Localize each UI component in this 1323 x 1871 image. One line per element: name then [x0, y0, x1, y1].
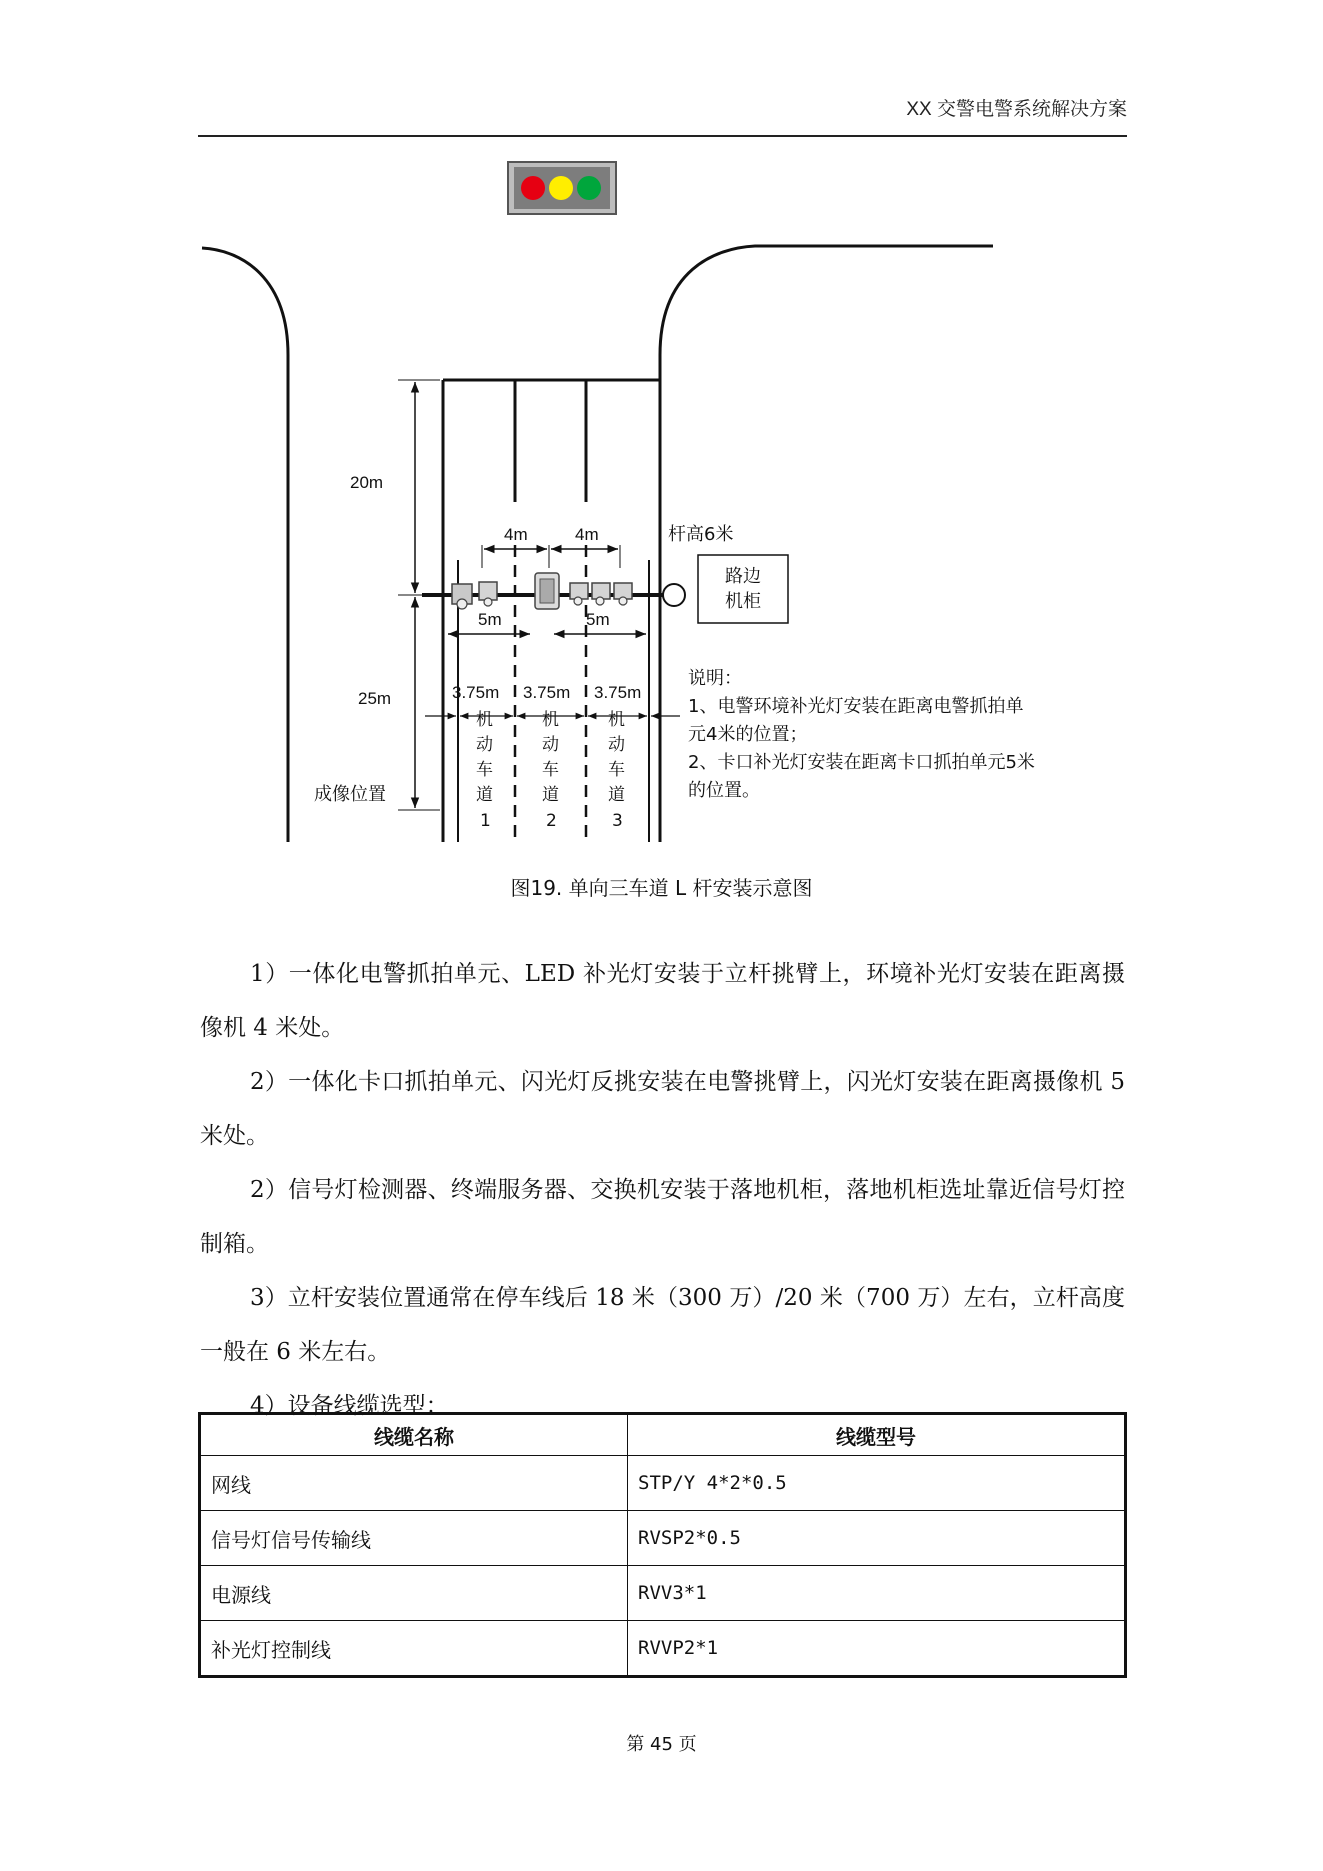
table-header-row	[200, 1414, 1126, 1456]
lane-number: 1	[480, 811, 491, 831]
lane-char: 机	[608, 710, 625, 730]
imaging-position-label: 成像位置	[314, 784, 386, 805]
camera-unit-icon	[535, 573, 559, 609]
notes-line: 1、电警环境补光灯安装在距离电警抓拍单	[688, 696, 1024, 717]
page-number: 第 45 页	[626, 1734, 697, 1755]
dim-20m: 20m	[350, 473, 384, 492]
lane-char: 机	[542, 710, 559, 730]
notes-line: 的位置。	[688, 780, 760, 801]
paragraph: 2）信号灯检测器、终端服务器、交换机安装于落地机柜，落地机柜选址靠近信号灯控制箱。	[200, 1177, 1125, 1257]
lane-width-2: 3.75m	[523, 683, 571, 702]
dim-4m-right: 4m	[575, 525, 599, 544]
cable-model-cell: RVVP2*1	[628, 1621, 1126, 1677]
lane-1-label	[476, 710, 493, 831]
table-row	[200, 1566, 1126, 1621]
paragraph: 4）设备线缆选型：	[250, 1393, 449, 1419]
lane-number: 2	[546, 811, 557, 831]
notes-line: 元4米的位置；	[688, 724, 808, 745]
cabinet-label-line2: 机柜	[725, 591, 761, 612]
cable-model-cell: RVV3*1	[628, 1566, 1126, 1621]
cable-model-cell: RVSP2*0.5	[628, 1511, 1126, 1566]
cable-name-cell: 电源线	[200, 1566, 628, 1621]
lane-char: 动	[608, 735, 625, 755]
cable-model-cell: STP/Y 4*2*0.5	[628, 1456, 1126, 1511]
lane-char: 机	[476, 710, 493, 730]
dim-5m-right: 5m	[586, 610, 610, 629]
cable-name-cell: 信号灯信号传输线	[200, 1511, 628, 1566]
cable-name-cell: 网线	[200, 1456, 628, 1511]
table-row	[200, 1511, 1126, 1566]
yellow-light-icon	[549, 176, 573, 200]
lane-3-label	[608, 710, 625, 831]
lane-char: 动	[476, 735, 493, 755]
table-row	[200, 1621, 1126, 1677]
lane-width-3: 3.75m	[594, 683, 642, 702]
paragraph: 1）一体化电警抓拍单元、LED 补光灯安装于立杆挑臂上，环境补光灯安装在距离摄像机 4 米处。	[200, 961, 1125, 1041]
figure-caption: 图19. 单向三车道 L 杆安装示意图	[510, 876, 813, 900]
lane-2-label	[542, 710, 559, 831]
ambient-fill-light-icon	[452, 584, 472, 609]
header-rule	[198, 135, 1127, 137]
notes-line: 2、卡口补光灯安装在距离卡口抓拍单元5米	[688, 752, 1035, 773]
lane-width-1: 3.75m	[452, 683, 500, 702]
lane-char: 动	[542, 735, 559, 755]
cable-name-cell: 补光灯控制线	[200, 1621, 628, 1677]
table-row	[200, 1456, 1126, 1511]
road-edge-left	[202, 248, 288, 842]
notes-title: 说明：	[688, 668, 742, 689]
lane-char: 车	[476, 760, 493, 780]
paragraph: 3）立杆安装位置通常在停车线后 18 米（300 万）/20 米（700 万）左右，立杆高度一般在 6 米左右。	[200, 1285, 1125, 1365]
paragraph: 2）一体化卡口抓拍单元、闪光灯反挑安装在电警挑臂上，闪光灯安装在距离摄像机 5 米处。	[200, 1069, 1125, 1149]
diagram-notes	[688, 668, 1035, 801]
dim-25m: 25m	[358, 689, 392, 708]
dim-4m-left: 4m	[504, 525, 528, 544]
lane-number: 3	[612, 811, 623, 831]
lane-char: 车	[608, 760, 625, 780]
fill-light-icon	[479, 582, 497, 606]
column-header: 线缆型号	[628, 1414, 1126, 1456]
lane-char: 道	[476, 785, 493, 805]
column-header: 线缆名称	[200, 1414, 628, 1456]
cabinet-label-line1: 路边	[725, 566, 761, 587]
lane-char: 道	[608, 785, 625, 805]
header-title: XX 交警电警系统解决方案	[906, 99, 1127, 120]
lane-char: 车	[542, 760, 559, 780]
lane-char: 道	[542, 785, 559, 805]
traffic-light-icon	[508, 162, 616, 214]
cable-table	[198, 1412, 1127, 1678]
flash-light-icon	[570, 583, 632, 605]
installation-diagram	[190, 150, 1150, 860]
red-light-icon	[521, 176, 545, 200]
dim-5m-left: 5m	[478, 610, 502, 629]
pole-icon	[663, 584, 685, 606]
pole-height-label: 杆高6米	[668, 524, 734, 545]
green-light-icon	[577, 176, 601, 200]
